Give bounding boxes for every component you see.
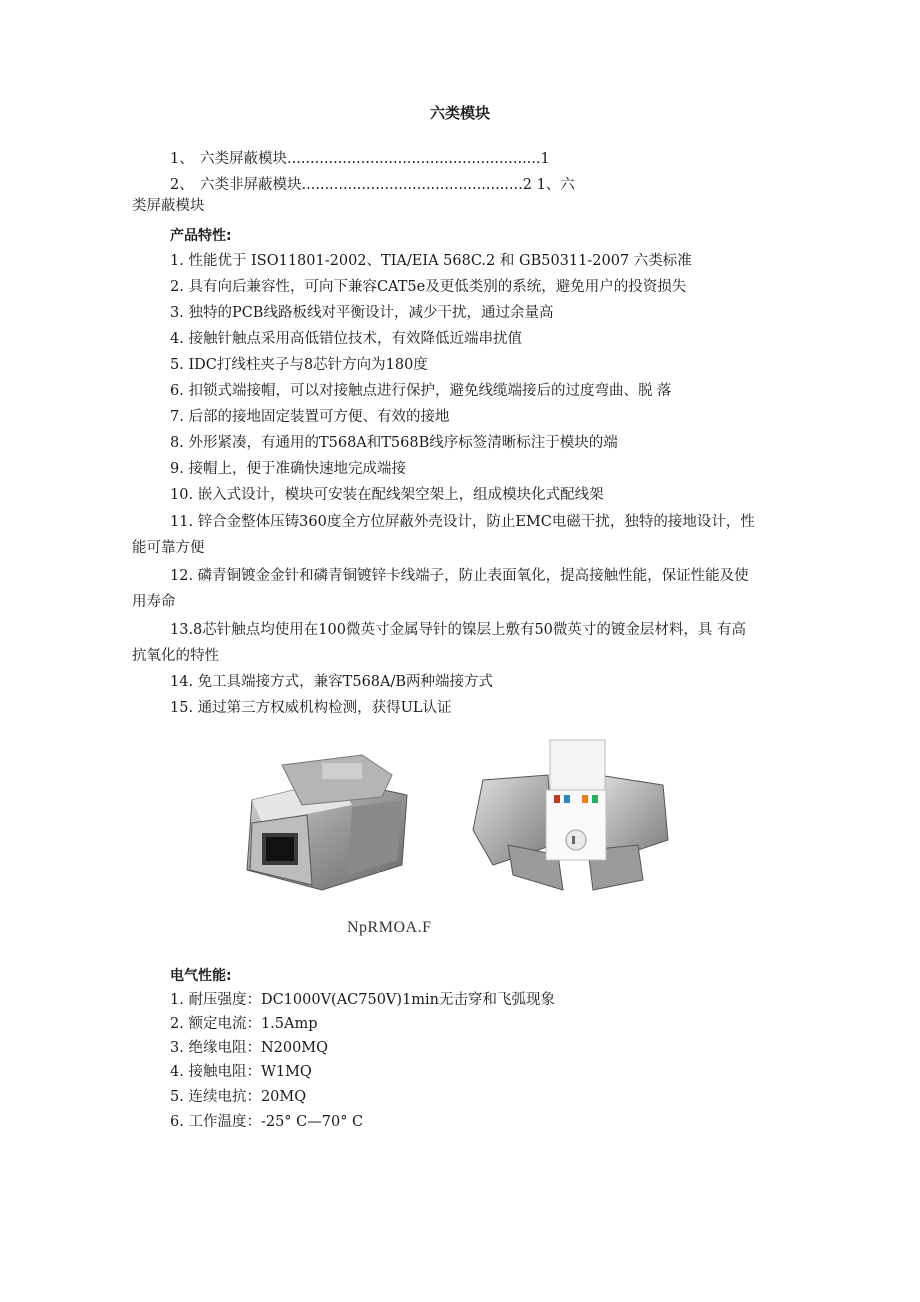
figure-caption: NpRMOA.F	[347, 919, 432, 936]
toc-text: 六类非屏蔽模块................................................2 1、六	[200, 177, 575, 193]
feature-item: 1. 性能优于 ISO11801-2002、TIA/EIA 568C.2 和 GB50311-2007 六类标准	[170, 253, 692, 269]
electrical-item: 6. 工作温度：-25° C—70° C	[170, 1114, 364, 1130]
feature-item: 11. 锌合金整体压铸360度全方位屏蔽外壳设计，防止EMC电磁干扰，独特的接地设计，性能可靠方便	[132, 514, 755, 556]
feature-item: 7. 后部的接地固定装置可方便、有效的接地	[170, 409, 450, 425]
toc-entry-continuation	[132, 196, 205, 216]
electrical-heading: 电气性能:	[170, 968, 232, 984]
electrical-item: 2. 额定电流：1.5Amp	[170, 1016, 318, 1032]
electrical-item: 5. 连续电抗：20MQ	[170, 1089, 307, 1105]
feature-item: 6. 扣锁式端接帽，可以对接触点进行保护，避免线缆端接后的过度弯曲、脱 落	[170, 383, 672, 399]
feature-item: 5. IDC打线柱夹子与8芯针方向为180度	[170, 357, 428, 373]
feature-item: 8. 外形紧凑，有通用的T568A和T568B线序标签清晰标注于模块的端	[170, 435, 618, 451]
shielded-module-photo	[242, 745, 422, 900]
feature-item: 9. 接帽上，便于准确快速地完成端接	[170, 461, 406, 477]
toc-entry	[170, 149, 790, 169]
feature-item: 10. 嵌入式设计，模块可安装在配线架空架上，组成模块化式配线架	[170, 487, 604, 503]
toc-number: 1、	[170, 151, 194, 167]
feature-item: 4. 接触针触点采用高低错位技术，有效降低近端串扰值	[170, 331, 522, 347]
electrical-item: 3. 绝缘电阻：N200MQ	[170, 1040, 329, 1056]
electrical-item: 4. 接触电阻：W1MQ	[170, 1064, 312, 1080]
unshielded-module-photo	[468, 735, 678, 895]
feature-item: 3. 独特的PCB线路板线对平衡设计，减少干扰，通过余量高	[170, 305, 554, 321]
features-heading: 产品特性:	[170, 228, 232, 244]
toc-text: 类屏蔽模块	[132, 198, 205, 214]
feature-item: 2. 具有向后兼容性，可向下兼容CAT5e及更低类别的系统，避免用户的投资损失	[170, 279, 687, 295]
feature-item: 12. 磷青铜镀金金针和磷青铜镀锌卡线端子，防止表面氧化，提高接触性能，保证性能及使用寿命	[132, 568, 749, 610]
toc-text: 六类屏蔽模块.......................................................1	[200, 151, 550, 167]
feature-item: 13.8芯针触点均使用在100微英寸金属导针的镍层上敷有50微英寸的镀金层材料，具 有高抗氧化的特性	[132, 622, 747, 664]
toc-entry	[170, 175, 790, 195]
electrical-item: 1. 耐压强度：DC1000V(AC750V)1min无击穿和飞弧现象	[170, 992, 556, 1008]
feature-item: 15. 通过第三方权威机构检测，获得UL认证	[170, 700, 452, 716]
page-title: 六类模块	[429, 104, 490, 122]
toc-number: 2、	[170, 177, 194, 193]
feature-item: 14. 免工具端接方式，兼容T568A/B两种端接方式	[170, 674, 494, 690]
